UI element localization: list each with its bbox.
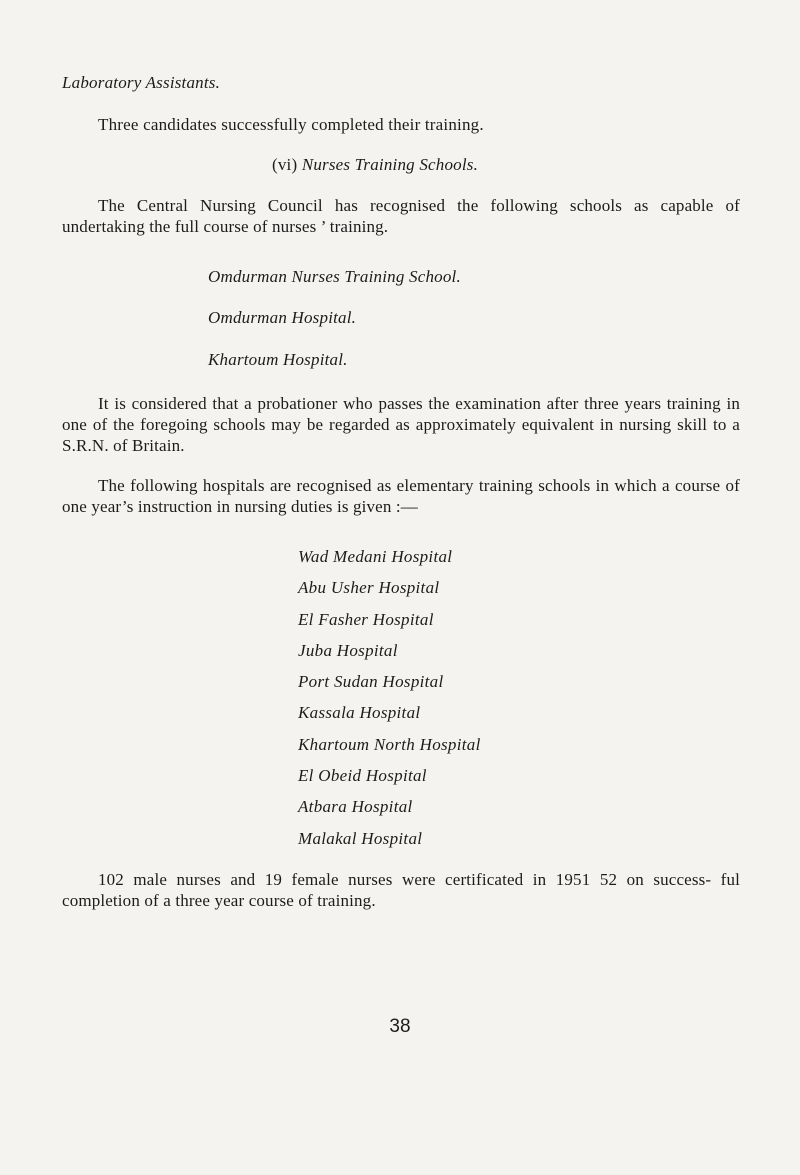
school-omdurman-nurses-training: Omdurman Nurses Training School. — [208, 267, 461, 286]
list-item: Atbara Hospital — [298, 797, 413, 817]
lab-assistants-text: Three candidates successfully completed their training. — [98, 115, 484, 134]
list-item: Abu Usher Hospital — [298, 578, 440, 598]
lab-assistants-heading: Laboratory Assistants. — [62, 73, 221, 92]
elementary-schools-paragraph: The following hospitals are recognised as elementary training schools in which a course of one year’s instruction in nursing duties is given :— — [62, 476, 740, 516]
list-item: Kassala Hospital — [298, 703, 421, 723]
list-item: Khartoum North Hospital — [298, 734, 481, 754]
list-item: El Fasher Hospital — [298, 609, 434, 629]
section-heading — [272, 155, 478, 175]
certification-paragraph: 102 male nurses and 19 female nurses were certificated in 1951 52 on success- ful completion of a three year course of training. — [62, 870, 740, 910]
list-item: Malakal Hospital — [298, 828, 423, 848]
list-item: Wad Medani Hospital — [298, 547, 453, 566]
school-omdurman-hospital: Omdurman Hospital. — [208, 308, 357, 327]
section-heading-title: Nurses Training Schools. — [301, 155, 479, 174]
intro-paragraph: The Central Nursing Council has recognised the following schools as capable of undertaking the full course of nurses ’ training. — [62, 196, 740, 236]
elementary-hospitals-list — [298, 547, 481, 860]
list-item: El Obeid Hospital — [298, 766, 427, 786]
list-item: Juba Hospital — [298, 640, 398, 660]
list-item: Port Sudan Hospital — [298, 672, 444, 692]
school-khartoum-hospital: Khartoum Hospital. — [208, 350, 348, 369]
probationer-paragraph: It is considered that a probationer who passes the examination after three years training in one of the foregoing schools may be regarded as approximately equivalent in nursing skill to a S.R.N. of Britain. — [62, 394, 740, 455]
page-number: 38 — [389, 1016, 411, 1037]
section-heading-number: (vi) — [272, 155, 298, 174]
